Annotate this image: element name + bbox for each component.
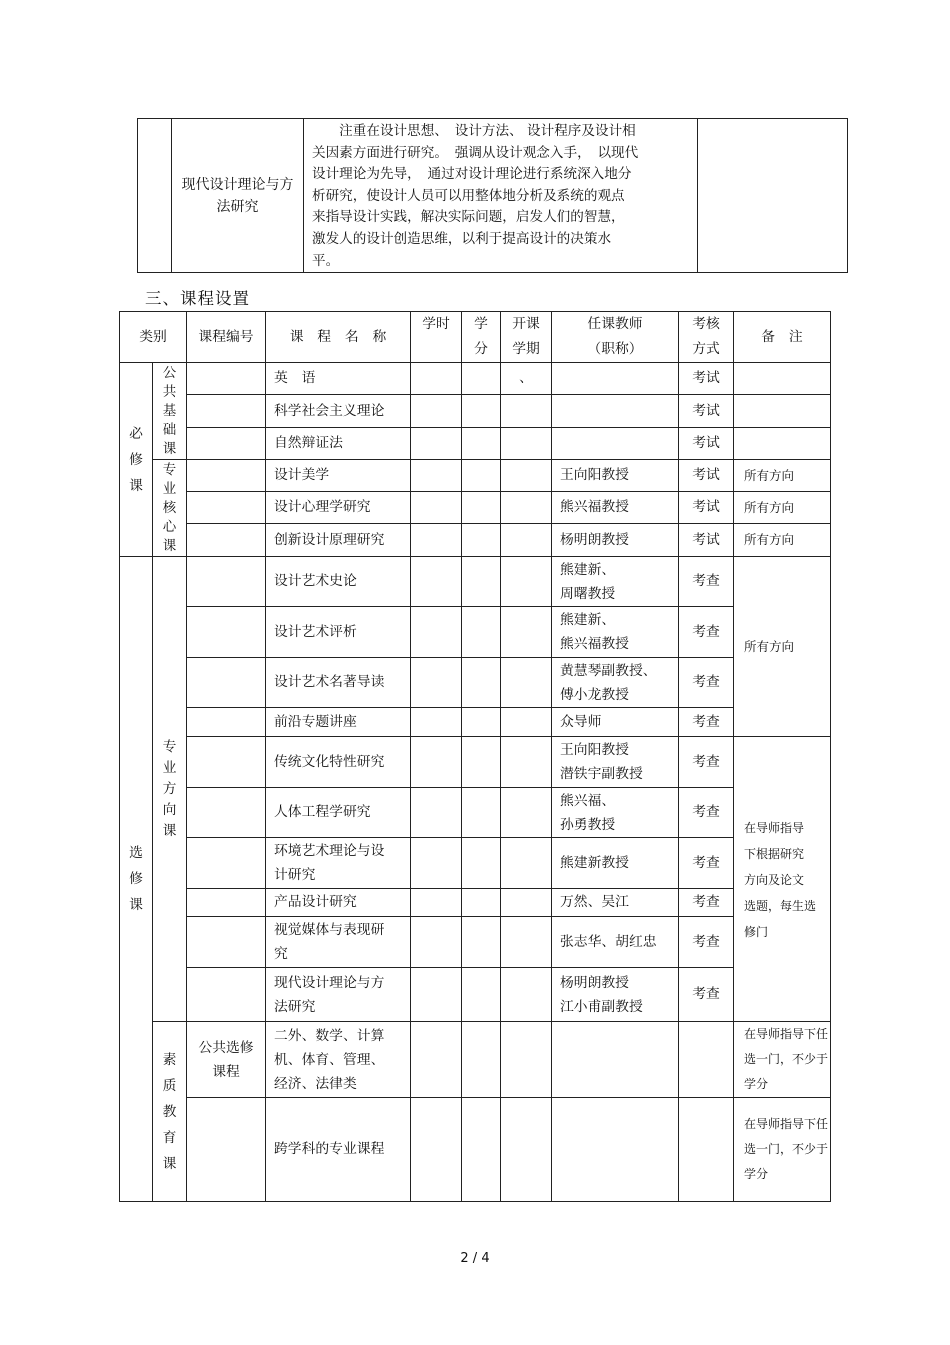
header-name: 课 程 名 称 [266,312,411,363]
table-header-row [120,312,831,363]
table-row [120,838,831,889]
desc-line: 平。 [312,252,340,269]
remark-direction: 在导师指导 下根据研究 方向及论文 选题，每生选 修门 [734,737,831,1022]
desc-line: 激发人的设计创造思维，以利于提高设计的决策水 [312,230,612,247]
group-quality: 素 质 教 育 课 [153,1022,187,1202]
table-row [120,968,831,1022]
desc-line: 析研究，使设计人员可以用整体地分析及系统的观点 [312,187,625,204]
course-exam: 考试 [679,363,734,395]
course-term: 、 [501,363,552,395]
course-teacher: 黄慧琴副教授、 傅小龙教授 [552,658,679,708]
course-remark [734,363,831,395]
course-name: 二外、数学、计算 机、体育、管理、 经济、法律类 [266,1022,411,1098]
course-name: 设计艺术史论 [266,557,411,607]
header-code: 课程编号 [187,312,266,363]
header-remark: 备 注 [734,312,831,363]
course-name: 设计艺术评析 [266,607,411,658]
header-exam: 考核 方式 [679,312,734,363]
desc-line: 关因素方面进行研究。 强调从设计观念入手， 以现代 [312,144,639,161]
course-exam: 考查 [679,658,734,708]
course-description-table [137,118,848,273]
course-exam: 考查 [679,737,734,788]
table-row [120,460,831,492]
course-exam: 考试 [679,524,734,557]
course-remark: 所有方向 [734,460,831,492]
course-exam: 考查 [679,788,734,838]
course-name: 产品设计研究 [266,889,411,917]
course-name: 视觉媒体与表现研 究 [266,917,411,968]
course-remark: 所有方向 [734,524,831,557]
course-name: 设计美学 [266,460,411,492]
header-hours: 学时 [411,312,462,363]
course-teacher: 熊兴福、 孙勇教授 [552,788,679,838]
course-name: 跨学科的专业课程 [266,1098,411,1202]
course-name: 环境艺术理论与设 计研究 [266,838,411,889]
desc-line: 来指导设计实践，解决实际问题，启发人们的智慧， [312,209,625,226]
course-teacher: 万然、吴江 [552,889,679,917]
blank-cell [138,119,172,273]
remark-quality: 在导师指导下任 选一门，不少于 学分 [734,1022,831,1098]
table-row [120,363,831,395]
course-teacher: 杨明朗教授 江小甫副教授 [552,968,679,1022]
course-exam: 考试 [679,460,734,492]
course-teacher: 熊建新、 熊兴福教授 [552,607,679,658]
header-credit: 学 分 [462,312,501,363]
course-teacher: 熊建新、 周曙教授 [552,557,679,607]
table-row [120,607,831,658]
course-teacher: 众导师 [552,708,679,737]
table-row [120,917,831,968]
table-row [120,737,831,788]
header-category: 类别 [120,312,187,363]
course-name: 设计心理学研究 [266,492,411,524]
remark-all-directions: 所有方向 [734,557,831,737]
table-row [120,557,831,607]
blank-cell [698,119,848,273]
desc-line: 注重在设计思想、 设计方法、 设计程序及设计相 [312,123,636,139]
course-name: 英 语 [266,363,411,395]
section-title: 三、课程设置 [145,289,250,308]
course-teacher: 杨明朗教授 [552,524,679,557]
course-exam: 考试 [679,395,734,428]
table-row [120,492,831,524]
table-row [120,524,831,557]
course-name: 人体工程学研究 [266,788,411,838]
course-schedule-table [119,311,831,1202]
table-row [120,428,831,460]
table-row [120,658,831,708]
group-elective: 选 修 课 [120,557,153,1202]
table-row [120,395,831,428]
remark-quality: 在导师指导下任 选一门，不少于 学分 [734,1098,831,1202]
group-required: 必 修 课 [120,363,153,557]
course-exam: 考查 [679,607,734,658]
course-teacher: 熊建新教授 [552,838,679,889]
desc-line: 设计理论为先导， 通过对设计理论进行系统深入地分 [312,166,632,183]
course-teacher: 王向阳教授 [552,460,679,492]
course-exam: 考查 [679,838,734,889]
public-elective-code: 公共选修 课程 [187,1022,266,1098]
table-row [120,1098,831,1202]
group-major-direction: 专 业 方 向 课 [153,557,187,1022]
header-teacher: 任课教师 （职称） [552,312,679,363]
course-exam: 考试 [679,428,734,460]
course-name: 现代设计理论与方 法研究 [266,968,411,1022]
table-row [120,708,831,737]
course-description-cell [304,119,698,273]
course-teacher: 熊兴福教授 [552,492,679,524]
course-exam: 考查 [679,557,734,607]
course-remark: 所有方向 [734,492,831,524]
table-row [120,788,831,838]
course-exam: 考查 [679,917,734,968]
header-term: 开课 学期 [501,312,552,363]
course-code [187,363,266,395]
course-name: 创新设计原理研究 [266,524,411,557]
course-name: 科学社会主义理论 [266,395,411,428]
group-public-basic: 公 共 基 础 课 [153,363,187,460]
table-row [120,1022,831,1098]
course-exam: 考查 [679,968,734,1022]
course-name-cell: 现代设计理论与方法研究 [172,119,304,273]
course-name: 自然辩证法 [266,428,411,460]
course-teacher [552,363,679,395]
course-teacher: 张志华、胡红忠 [552,917,679,968]
group-major-core: 专 业 核 心 课 [153,460,187,557]
course-name: 传统文化特性研究 [266,737,411,788]
table-row [120,889,831,917]
course-exam: 考试 [679,492,734,524]
course-exam: 考查 [679,708,734,737]
course-teacher: 王向阳教授 潜铁宇副教授 [552,737,679,788]
course-name: 前沿专题讲座 [266,708,411,737]
course-exam: 考查 [679,889,734,917]
page-number: 2 / 4 [460,1251,490,1266]
course-name: 设计艺术名著导读 [266,658,411,708]
